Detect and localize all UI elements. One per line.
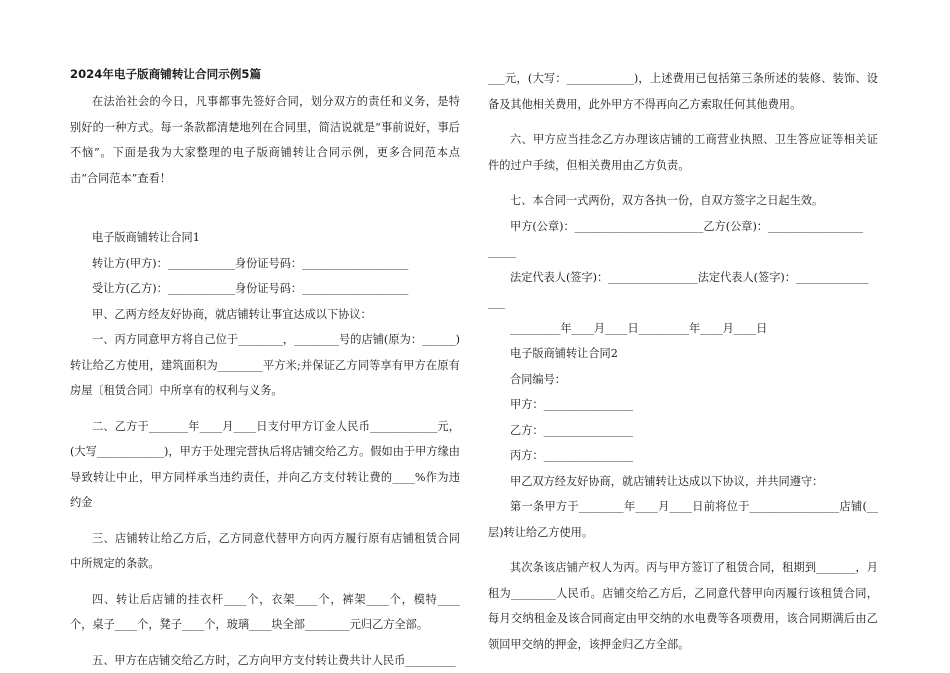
- transferee-line: 受让方(乙方)：____________身份证号码：___________________: [70, 276, 460, 302]
- transferor-line: 转让方(甲方)：____________身份证号码：___________________: [70, 251, 460, 277]
- agreement-line: 甲、乙两方经友好协商，就店铺转让事宜达成以下协议：: [70, 302, 460, 328]
- clause-4: 四、转让后店铺的挂衣杆____个，衣架____个，裤架____个，模特____个，桌子____个，凳子____个，玻璃____块全部________元归乙方全部。: [70, 587, 460, 638]
- clause-2: 二、乙方于_______年____月____日支付甲方订金人民币____________元，(大写____________)，甲方于处理完营执后将店铺交给乙方。假如由于甲方缘由导致转让中止，甲方同样承当违约责任，并向乙方支付转让费的____%作为违约金: [70, 414, 460, 516]
- intro-paragraph: 在法治社会的今日，凡事都事先签好合同，划分双方的责任和义务，是特别好的一种方式。每一条款都清楚地列在合同里，简洁说就是“事前说好，事后不恼”。下面是我为大家整理的电子版商铺转让合同示例，更多合同范本点击“合同范本”查看！: [70, 89, 460, 191]
- party-a-line: 甲方：________________: [488, 392, 878, 418]
- clause-3: 三、店铺转让给乙方后，乙方同意代替甲方向丙方履行原有店铺租赁合同中所规定的条款。: [70, 526, 460, 577]
- clause-5-start: 五、甲方在店铺交给乙方时，乙方向甲方支付转让费共计人民币_________: [70, 648, 460, 673]
- left-column: [70, 66, 460, 673]
- party-c-line: 丙方：________________: [488, 443, 878, 469]
- article-2: 其次条该店铺产权人为丙。丙与甲方签订了租赁合同，租期到_______，月租为________人民币。店铺交给乙方后，乙同意代替甲向丙履行该租赁合同，每月交纳租金及该合同商定由甲交纳的水电费等各项费用，该合同期满后由乙领回甲交纳的押金，该押金归乙方全部。: [488, 555, 878, 657]
- clause-5-continued: ___元，(大写：____________)，上述费用已包括第三条所述的装修、装饰、设备及其他相关费用，此外甲方不得再向乙方索取任何其他费用。: [488, 66, 878, 117]
- representative-line: 法定代表人(签字)：________________法定代表人(签字)：_____________: [488, 265, 878, 291]
- representative-line-wrap: ___: [488, 290, 878, 316]
- party-b-line: 乙方：________________: [488, 418, 878, 444]
- contract-1-heading: 电子版商铺转让合同1: [70, 225, 460, 251]
- contract-2-agreement: 甲乙双方经友好协商，就店铺转让达成以下协议，并共同遵守：: [488, 469, 878, 495]
- right-column: [488, 66, 878, 667]
- seal-line-wrap: _____: [488, 239, 878, 265]
- clause-1: 一、丙方同意甲方将自己位于________，________号的店铺(原为：______)转让给乙方使用，建筑面积为________平方米;并保证乙方同等享有甲方在原有房屋〔租赁合同〕中所享有的权利与义务。: [70, 327, 460, 404]
- clause-7: 七、本合同一式两份，双方各执一份，自双方签字之日起生效。: [488, 188, 878, 214]
- document-title: 2024年电子版商铺转让合同示例5篇: [70, 66, 460, 83]
- seal-line: 甲方(公章)：_______________________乙方(公章)：_________________: [488, 214, 878, 240]
- contract-2-heading: 电子版商铺转让合同2: [488, 341, 878, 367]
- spacer: [70, 201, 460, 225]
- clause-6: 六、甲方应当挂念乙方办理该店铺的工商营业执照、卫生答应证等相关证件的过户手续，但相关费用由乙方负责。: [488, 127, 878, 178]
- article-1: 第一条甲方于________年____月____日前将位于________________店铺(__层)转让给乙方使用。: [488, 494, 878, 545]
- contract-number: 合同编号：: [488, 367, 878, 393]
- date-line: _________年____月____日_________年____月____日: [488, 316, 878, 342]
